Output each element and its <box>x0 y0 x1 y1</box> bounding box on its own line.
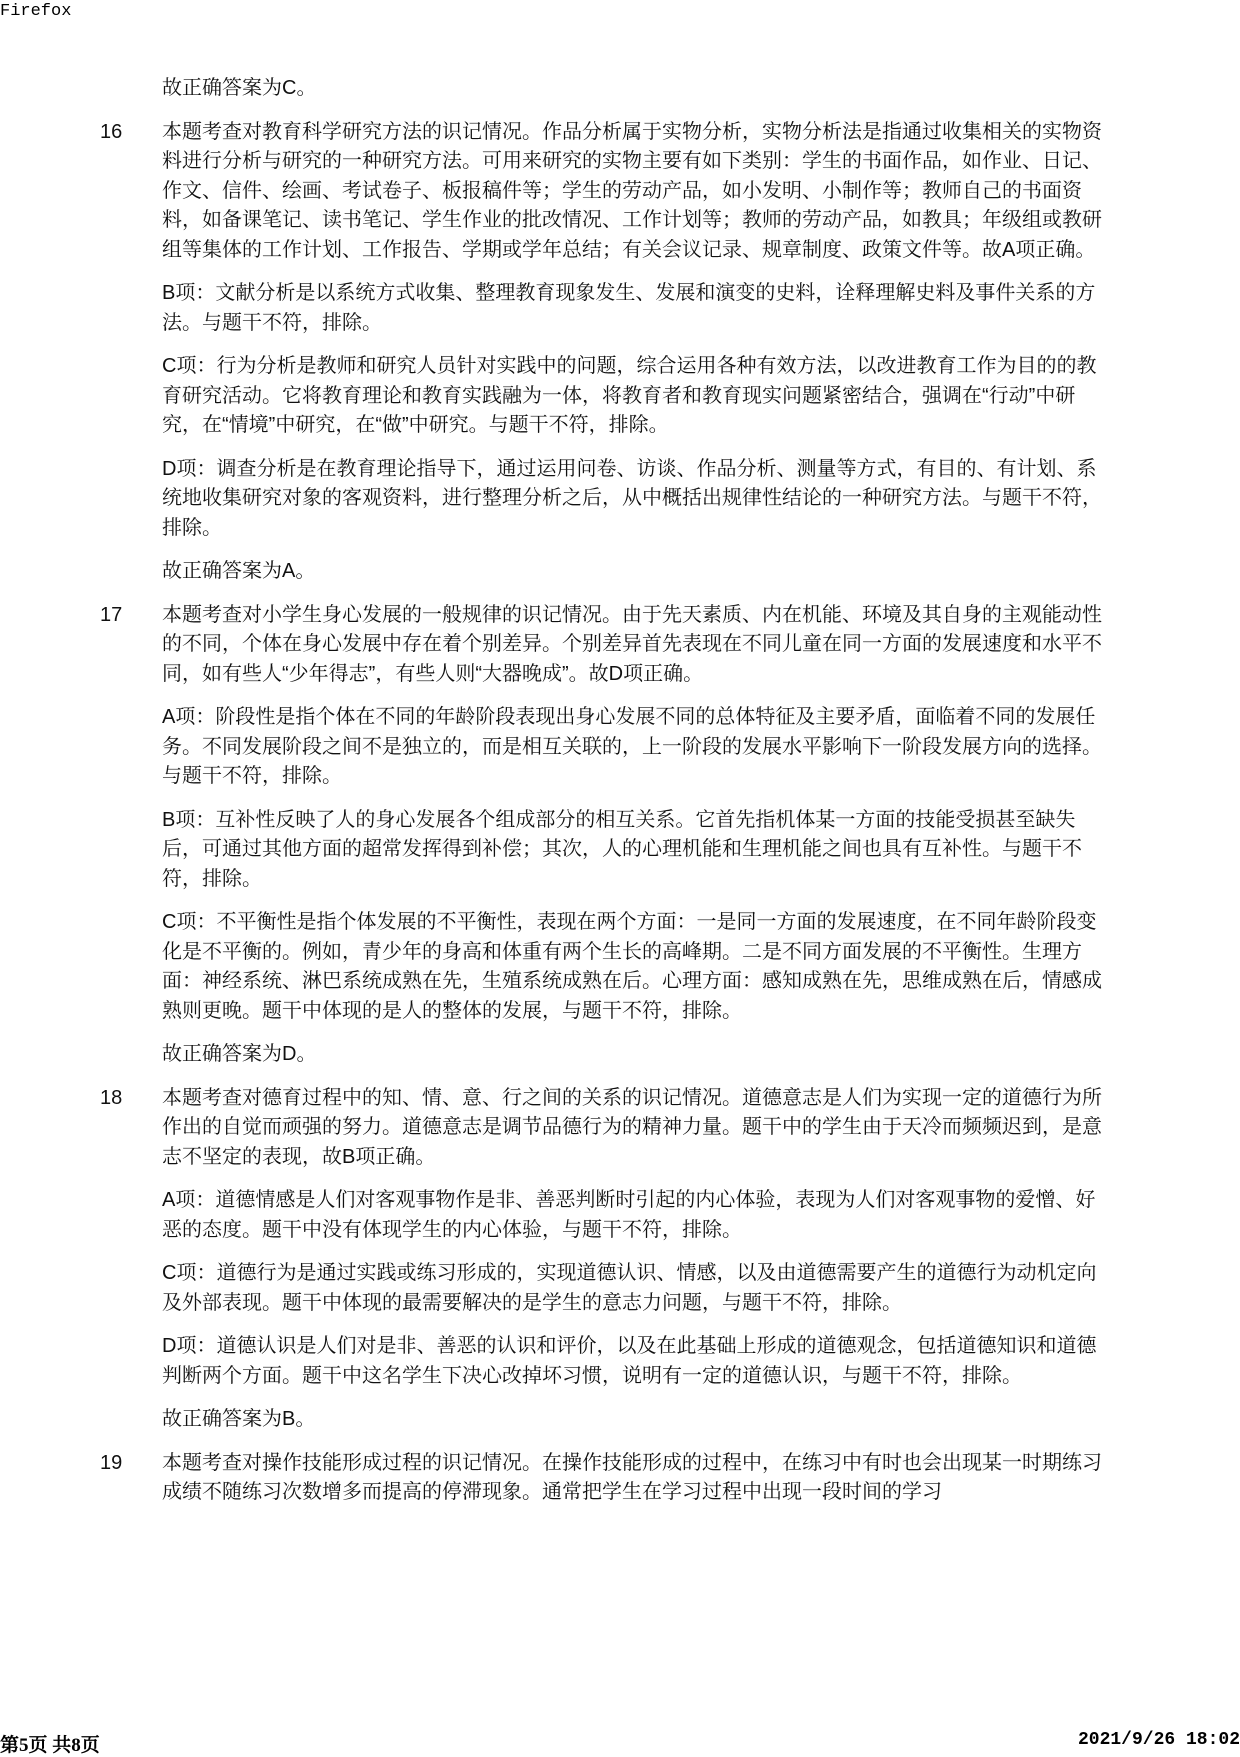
question-explanation: 本题考查对操作技能形成过程的识记情况。在操作技能形成的过程中，在练习中有时也会出现某一时期练习成绩不随练习次数增多而提高的停滞现象。通常把学生在学习过程中出现一段时间的学习 <box>162 1451 1102 1503</box>
option-explanation: C项：行为分析是教师和研究人员针对实践中的问题，综合运用各种有效方法，以改进教育工作为目的的教育研究活动。它将教育理论和教育实践融为一体，将教育者和教育现实问题紧密结合，强调在“行动”中研究，在“情境”中研究，在“做”中研究。与题干不符，排除。 <box>162 355 1097 436</box>
option-explanation: A项：道德情感是人们对客观事物作是非、善恶判断时引起的内心体验，表现为人们对客观事物的爱憎、好恶的态度。题干中没有体现学生的内心体验，与题干不符，排除。 <box>162 1189 1096 1241</box>
page-indicator: 第5页 共8页 <box>0 1735 100 1756</box>
correct-answer: 故正确答案为A。 <box>162 560 316 582</box>
question-17 <box>100 601 1110 690</box>
print-timestamp: 2021/9/26 18:02 <box>1077 1730 1240 1750</box>
question-explanation: 本题考查对小学生身心发展的一般规律的识记情况。由于先天素质、内在机能、环境及其自身的主观能动性的不同，个体在身心发展中存在着个别差异。个别差异首先表现在不同儿童在同一方面的发展速度和水平不同，如有些人“少年得志”，有些人则“大器晚成”。故D项正确。 <box>162 603 1102 685</box>
question-number: 16 <box>100 120 123 143</box>
option-explanation: C项：道德行为是通过实践或练习形成的，实现道德认识、情感，以及由道德需要产生的道德行为动机定向及外部表现。题干中体现的最需要解决的是学生的意志力问题，与题干不符，排除。 <box>162 1262 1097 1314</box>
question-number: 18 <box>100 1086 123 1109</box>
question-explanation: 本题考查对教育科学研究方法的识记情况。作品分析属于实物分析，实物分析法是指通过收集相关的实物资料进行分析与研究的一种研究方法。可用来研究的实物主要有如下类别：学生的书面作品，如作业、日记、作文、信件、绘画、考试卷子、板报稿件等；学生的劳动产品，如小发明、小制作等；教师自己的书面资料，如备课笔记、读书笔记、学生作业的批改情况、工作计划等；教师的劳动产品，如教具；年级组或教研组等集体的工作计划、工作报告、学期或学年总结；有关会议记录、规章制度、政策文件等。故A项正确。 <box>162 120 1102 261</box>
option-explanation: C项：不平衡性是指个体发展的不平衡性，表现在两个方面：一是同一方面的发展速度，在不同年龄阶段变化是不平衡的。例如，青少年的身高和体重有两个生长的高峰期。二是不同方面发展的不平衡性。生理方面：神经系统、淋巴系统成熟在先，生殖系统成熟在后。心理方面：感知成熟在先，思维成熟在后，情感成熟则更晚。题干中体现的是人的整体的发展，与题干不符，排除。 <box>162 911 1102 1022</box>
question-explanation: 本题考查对德育过程中的知、情、意、行之间的关系的识记情况。道德意志是人们为实现一定的道德行为所作出的自觉而顽强的努力。道德意志是调节品德行为的精神力量。题干中的学生由于天冷而频频迟到，是意志不坚定的表现，故B项正确。 <box>162 1086 1102 1168</box>
previous-answer: 故正确答案为C。 <box>162 77 317 99</box>
correct-answer: 故正确答案为D。 <box>162 1043 317 1065</box>
browser-title: Firefox <box>0 2 72 21</box>
option-explanation: D项：调查分析是在教育理论指导下，通过运用问卷、访谈、作品分析、测量等方式，有目的、有计划、系统地收集研究对象的客观资料，进行整理分析之后，从中概括出规律性结论的一种研究方法。与题干不符，排除。 <box>162 457 1102 539</box>
option-explanation: D项：道德认识是人们对是非、善恶的认识和评价，以及在此基础上形成的道德观念，包括道德知识和道德判断两个方面。题干中这名学生下决心改掉坏习惯，说明有一定的道德认识，与题干不符，排除。 <box>162 1335 1097 1387</box>
option-explanation: B项：文献分析是以系统方式收集、整理教育现象发生、发展和演变的史料，诠释理解史料及事件关系的方法。与题干不符，排除。 <box>162 282 1096 334</box>
question-number: 17 <box>100 603 123 626</box>
question-18 <box>100 1084 1110 1173</box>
correct-answer: 故正确答案为B。 <box>162 1408 316 1430</box>
option-explanation: B项：互补性反映了人的身心发展各个组成部分的相互关系。它首先指机体某一方面的技能受损甚至缺失后，可通过其他方面的超常发挥得到补偿；其次，人的心理机能和生理机能之间也具有互补性。与题干不符，排除。 <box>162 808 1082 890</box>
question-19 <box>100 1449 1110 1508</box>
question-number: 19 <box>100 1451 123 1474</box>
document-page <box>100 74 1110 1522</box>
question-16 <box>100 118 1110 266</box>
option-explanation: A项：阶段性是指个体在不同的年龄阶段表现出身心发展不同的总体特征及主要矛盾，面临着不同的发展任务。不同发展阶段之间不是独立的，而是相互关联的，上一阶段的发展水平影响下一阶段发展方向的选择。与题干不符，排除。 <box>162 706 1102 787</box>
